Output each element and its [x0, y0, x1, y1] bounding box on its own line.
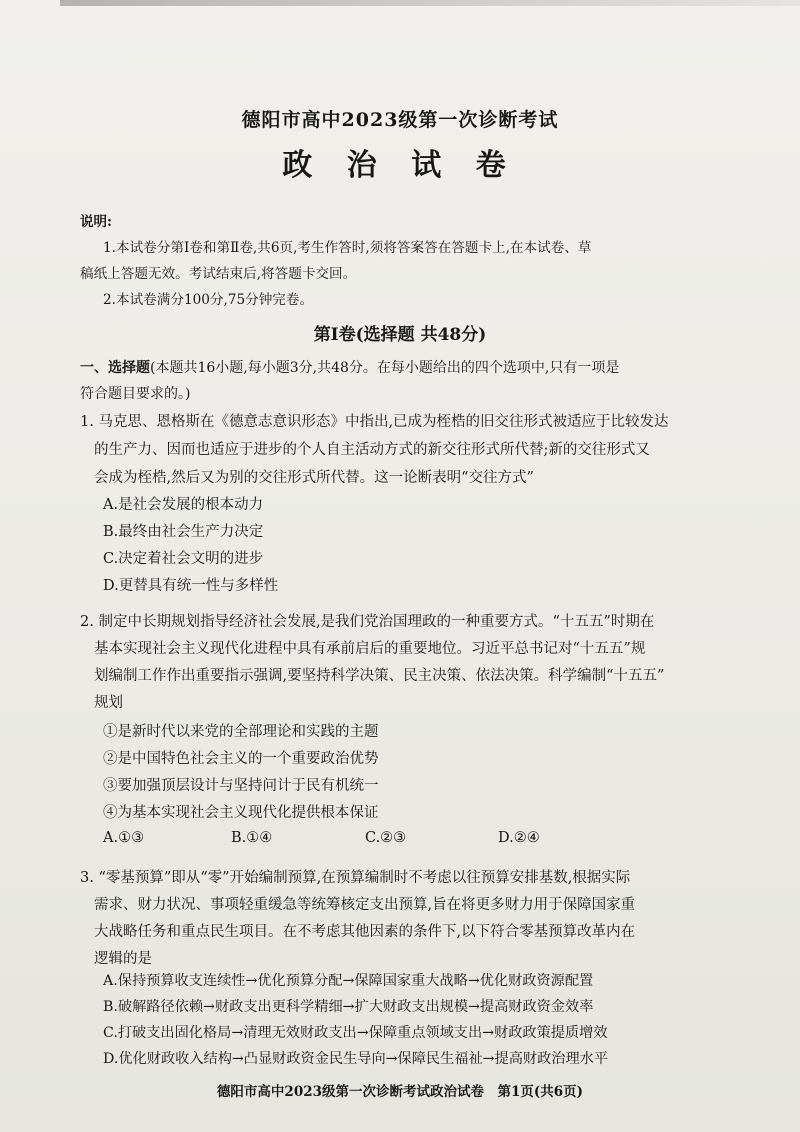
notes-item1-line1: 1.本试卷分第Ⅰ卷和第Ⅱ卷,共6页,考生作答时,须将答案答在答题卡上,在本试卷、草 [103, 240, 592, 256]
subject-title: 政 治 试 卷 [282, 148, 518, 183]
q3-stem-line2: 需求、财力状况、事项轻重缓急等统筹核定支出预算,旨在将更多财力用于保障国家重 [94, 897, 636, 913]
section-instructions-text: (本题共16小题,每小题3分,共48分。在每小题给出的四个选项中,只有一项是 [150, 360, 620, 376]
q2-option-b: B.①④ [231, 830, 273, 846]
q3-option-b: B.破解路径依赖→财政支出更科学精细→扩大财政支出规模→提高财政资金效率 [103, 999, 594, 1015]
q2-statement-2: ②是中国特色社会主义的一个重要政治优势 [103, 751, 379, 767]
q2-option-d: D.②④ [498, 830, 540, 846]
section-instructions-line1 [80, 357, 619, 377]
q2-stem-line1: 2. 制定中长期规划指导经济社会发展,是我们党治国理政的一种重要方式。“十五五”时期在 [80, 614, 655, 630]
q3-option-a: A.保持预算收支连续性→优化预算分配→保障国家重大战略→优化财政资源配置 [103, 973, 594, 989]
section-instructions-label: 一、选择题 [80, 360, 150, 376]
q1-option-c: C.决定着社会文明的进步 [103, 551, 264, 567]
q2-stem-line4: 规划 [94, 695, 123, 711]
notes-item2: 2.本试卷满分100分,75分钟完卷。 [103, 292, 314, 308]
notes-item1-line2: 稿纸上答题无效。考试结束后,将答题卡交回。 [80, 266, 357, 282]
exam-title: 德阳市高中2023级第一次诊断考试 [241, 109, 559, 131]
q2-option-c: C.②③ [365, 830, 407, 846]
section-instructions-line2: 符合题目要求的。) [80, 386, 191, 402]
q1-stem-line1: 1. 马克思、恩格斯在《德意志意识形态》中指出,已成为桎梏的旧交往形式被适应于比较发达 [80, 414, 669, 430]
q2-stem-line3: 划编制工作作出重要指示强调,要坚持科学决策、民主决策、依法决策。科学编制“十五五” [94, 668, 665, 684]
q2-option-a: A.①③ [103, 830, 145, 846]
q3-stem-line4: 逻辑的是 [94, 951, 152, 967]
q2-stem-line2: 基本实现社会主义现代化进程中具有承前启后的重要地位。习近平总书记对“十五五”规 [94, 641, 646, 657]
scan-edge-shadow [60, 0, 800, 6]
q3-option-c: C.打破支出固化格局→清理无效财政支出→保障重点领域支出→财政政策提质增效 [103, 1025, 608, 1041]
q2-statement-3: ③要加强顶层设计与坚持问计于民有机统一 [103, 778, 379, 794]
q2-statement-1: ①是新时代以来党的全部理论和实践的主题 [103, 724, 379, 740]
q2-statement-4: ④为基本实现社会主义现代化提供根本保证 [103, 805, 379, 821]
q3-stem-line3: 大战略任务和重点民生项目。在不考虑其他因素的条件下,以下符合零基预算改革内在 [94, 924, 636, 940]
q1-stem-line3: 会成为桎梏,然后又为别的交往形式所代替。这一论断表明“交往方式” [94, 470, 534, 486]
section-title: 第Ⅰ卷(选择题 共48分) [313, 325, 487, 345]
q1-option-d: D.更替具有统一性与多样性 [103, 578, 279, 594]
page-footer: 德阳市高中2023级第一次诊断考试政治试卷 第1页(共6页) [216, 1084, 584, 1100]
q1-stem-line2: 的生产力、因而也适应于进步的个人自主活动方式的新交往形式所代替;新的交往形式又 [94, 442, 650, 458]
q3-option-d: D.优化财政收入结构→凸显财政资金民生导向→保障民生福祉→提高财政治理水平 [103, 1051, 609, 1067]
q1-option-a: A.是社会发展的根本动力 [103, 497, 264, 513]
notes-label: 说明: [80, 214, 112, 230]
q1-option-b: B.最终由社会生产力决定 [103, 524, 264, 540]
q3-stem-line1: 3. “零基预算”即从“零”开始编制预算,在预算编制时不考虑以往预算安排基数,根据实际 [80, 870, 631, 886]
